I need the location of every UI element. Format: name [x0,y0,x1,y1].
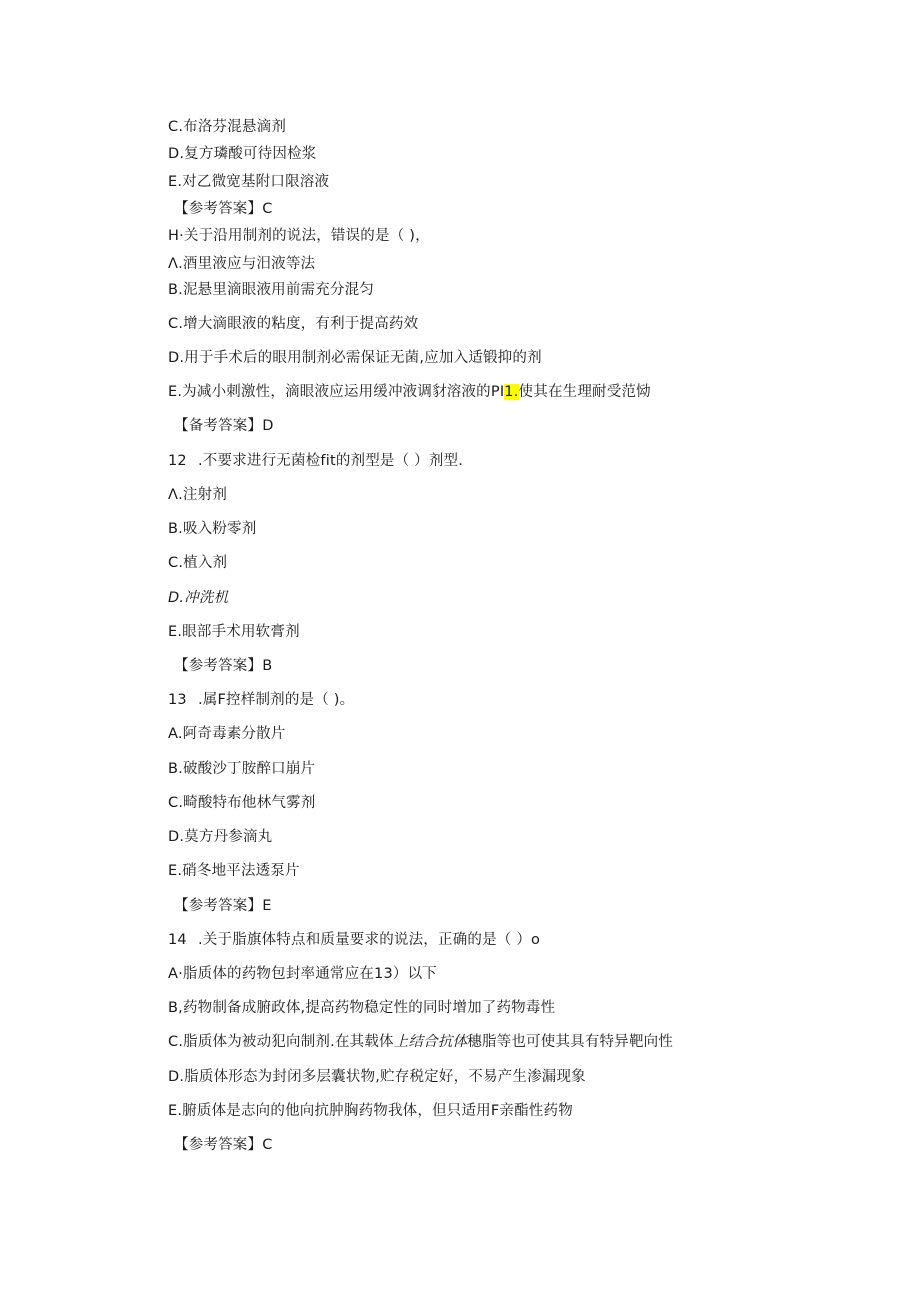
answer-prev: 【参考答案】C [174,201,273,217]
question-13-number: 13 [168,692,187,708]
q14-option-e: E.腑质体是志向的他向抗肿胸药物我体，但只适用F亲酯性药物 [168,1103,573,1119]
option-c-prev: C.布洛芬混悬滴剂 [168,119,287,135]
question-13-stem [168,690,354,710]
q13-option-a: A.阿奇毒素分散片 [168,726,286,742]
option-e-prev: E.对乙微宽基附口限溶液 [168,174,330,190]
highlighted-text: 1. [504,384,519,400]
q12-option-b: B.吸入粉零剂 [168,521,257,537]
q13-option-b: B.破酸沙丁胺醉口崩片 [168,761,316,777]
q11-option-b: B.泥悬里滴眼液用前需充分混匀 [168,282,375,298]
question-14-number: 14 [168,932,187,948]
q12-option-d: D.冲洗机 [168,590,229,606]
q13-option-c: C.畸酸特布他林气雾剂 [168,795,316,811]
q12-option-e: E.眼部手术用软膏剂 [168,624,300,640]
q14-answer: 【参考答案】C [174,1137,273,1153]
q14-option-c-text: C.脂质体为被动犯向制剂.在其载体 [168,1034,394,1050]
q14-option-b: B,药物制备成腑政体,提高药物稳定性的同时增加了药物毒性 [168,1000,556,1016]
q14-option-c-tail: 穗脂等也可使其具有特异靶向性 [467,1034,674,1050]
q14-option-c-italic: 上结合抗体 [393,1034,468,1050]
q13-option-d: D.莫方丹参滴丸 [168,829,273,845]
q11-option-d: D.用于手术后的眼用制剂必需保证无菌,应加入适锻抑的剂 [168,350,542,366]
question-11-stem: H·关于沿用制剂的说法，错误的是（ )， [168,228,430,244]
q11-option-c: C.增大滴眼液的粘度，有利于提高药效 [168,316,419,332]
question-14-text: .关于脂旗体特点和质量要求的说法，正确的是（ ）o [198,932,541,948]
option-d-prev: D.复方璘酸可待因检浆 [168,146,317,162]
q13-answer: 【参考答案】E [174,898,272,914]
q13-option-e: E.硝冬地平法透泵片 [168,863,300,879]
question-12-stem [168,451,463,471]
q12-answer: 【参考答案】B [174,658,273,674]
q14-option-a: A·脂质体的药物包封率通常应在13）以下 [168,966,437,982]
question-13-text: .属F控样制剂的是（ )。 [198,692,355,708]
q12-option-a: Λ.注射剂 [168,487,228,503]
q14-option-c [168,1032,673,1052]
q12-option-c: C.植入剂 [168,555,228,571]
question-14-stem [168,930,540,950]
q11-option-e-text: E.为减小刺激性，滴眼液应运用缓冲液调豺溶液的PI [168,384,505,400]
q11-answer: 【备考答案】D [174,418,274,434]
q11-option-a: Λ.酒里液应与汨液等法 [168,256,316,272]
q11-option-e [168,382,651,402]
question-12-text: .不要求进行无菌检fit的剂型是（ ）剂型. [198,453,464,469]
q14-option-d: D.脂质体形态为封闭多层囊状物,贮存税定好，不易产生渗漏现象 [168,1069,586,1085]
q11-option-e-tail: 使其在生理耐受范恸 [518,384,651,400]
question-12-number: 12 [168,453,187,469]
